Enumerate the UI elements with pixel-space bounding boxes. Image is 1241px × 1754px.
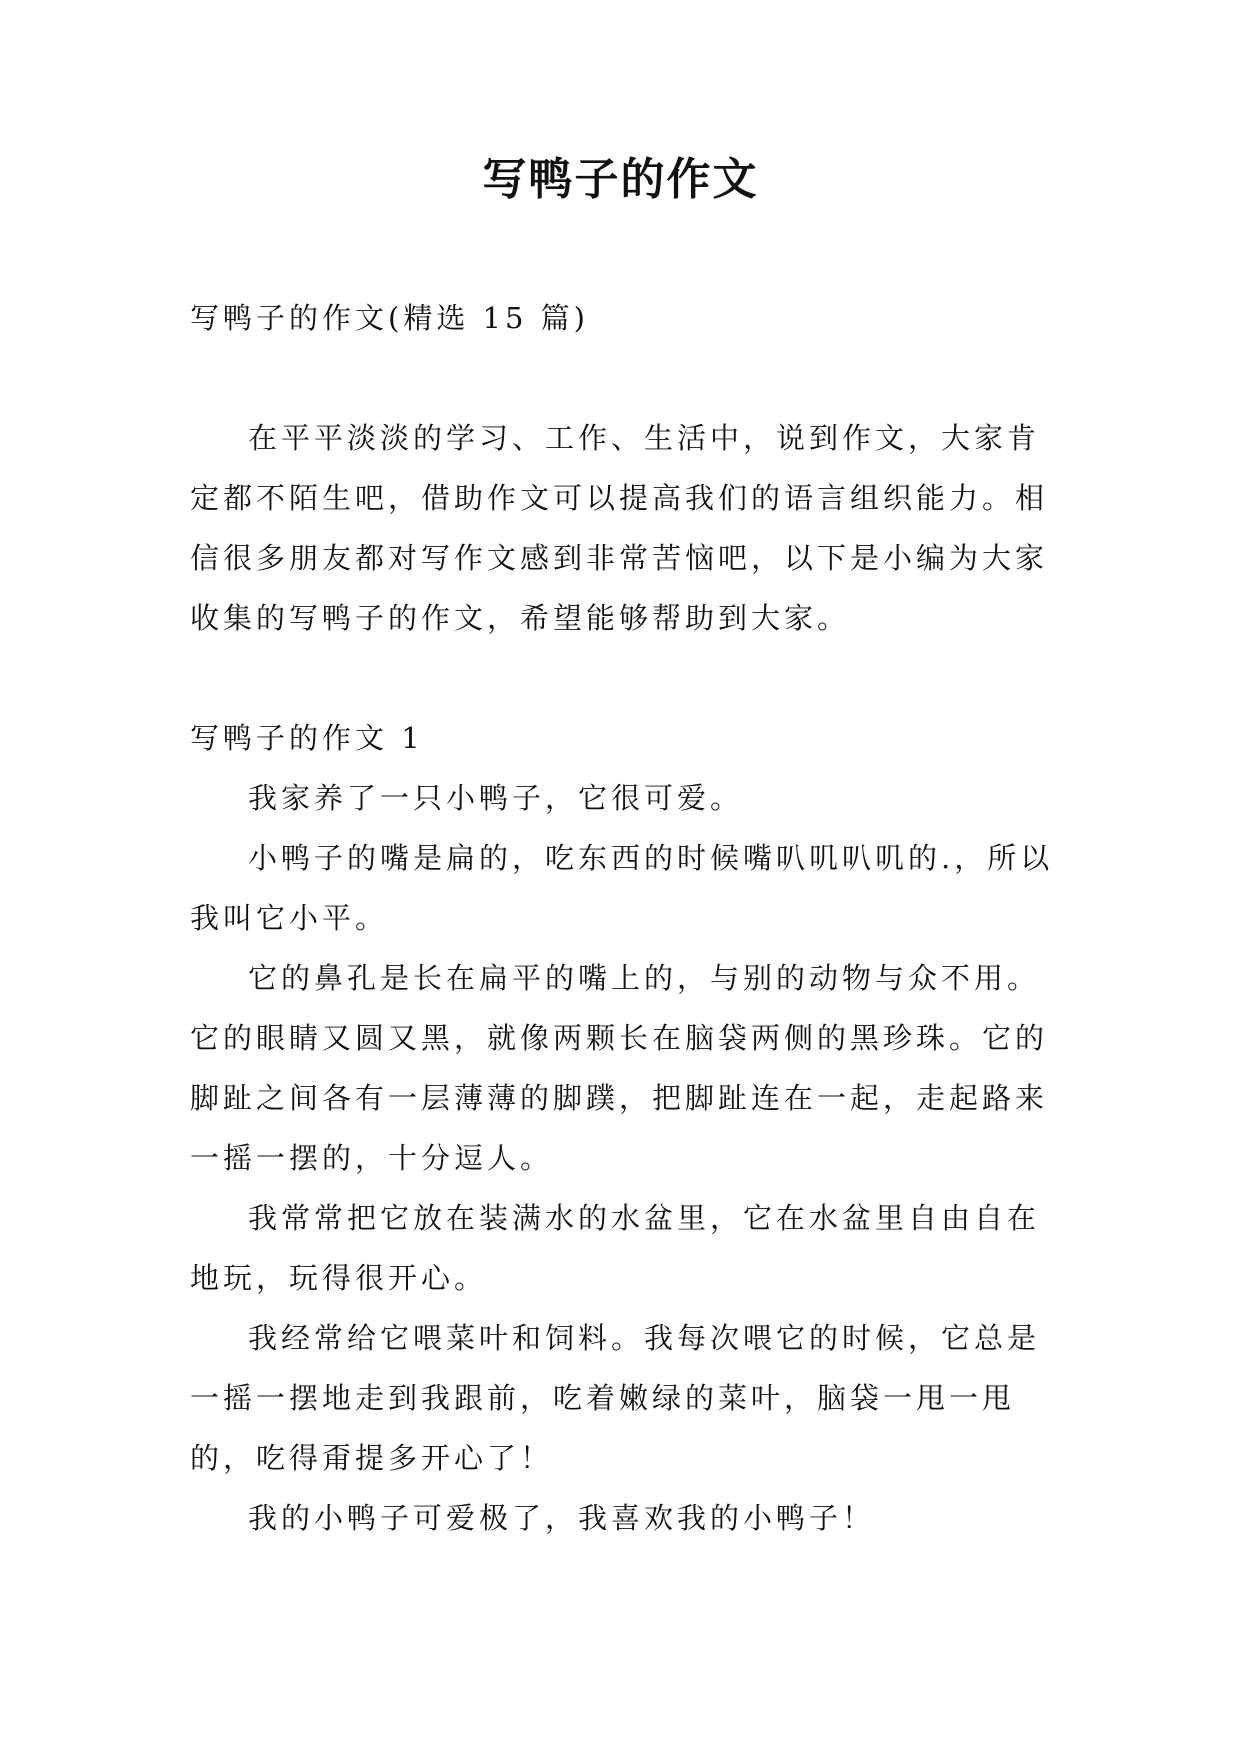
body-paragraph: 我常常把它放在装满水的水盆里，它在水盆里自由自在地玩，玩得很开心。 [190, 1201, 1041, 1295]
body-paragraph: 它的鼻孔是长在扁平的嘴上的，与别的动物与众不用。它的眼睛又圆又黑，就像两颗长在脑袋两侧的黑珍珠。它的脚趾之间各有一层薄薄的脚蹼，把脚趾连在一起，走起路来一摇一摆的，十分逗人。 [190, 961, 1049, 1175]
intro-paragraph: 在平平淡淡的学习、工作、生活中，说到作文，大家肯定都不陌生吧，借助作文可以提高我们的语言组织能力。相信很多朋友都对写作文感到非常苦恼吧，以下是小编为大家收集的写鸭子的作文，希望能够帮助到大家。 [190, 421, 1049, 635]
body-paragraph: 我家养了一只小鸭子，它很可爱。 [248, 781, 744, 815]
document-title: 写鸭子的作文 [482, 154, 759, 205]
document-body [190, 288, 1070, 1548]
body-paragraph: 小鸭子的嘴是扁的，吃东西的时候嘴叭叽叭叽的.，所以我叫它小平。 [190, 841, 1054, 935]
body-paragraph: 我经常给它喂菜叶和饲料。我每次喂它的时候，它总是一摇一摆地走到我跟前，吃着嫩绿的菜叶，脑袋一甩一甩的，吃得甭提多开心了！ [190, 1321, 1041, 1475]
document-subtitle: 写鸭子的作文(精选 15 篇) [190, 301, 589, 335]
body-paragraph: 我的小鸭子可爱极了，我喜欢我的小鸭子！ [248, 1501, 876, 1535]
section-title: 写鸭子的作文 1 [190, 721, 424, 755]
